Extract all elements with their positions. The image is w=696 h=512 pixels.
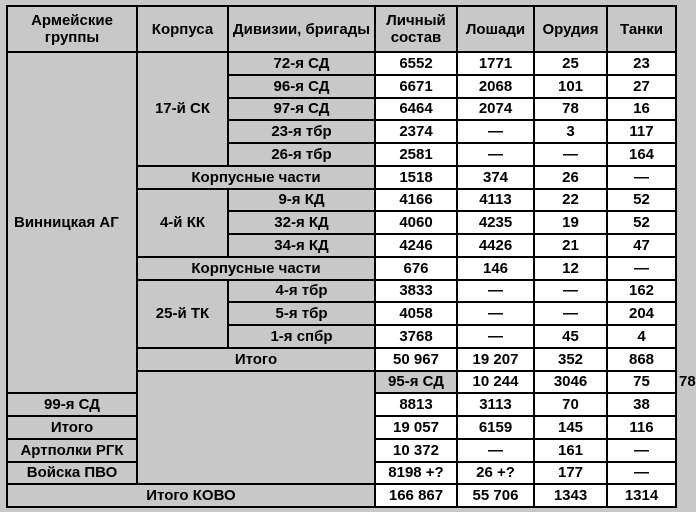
personnel-cell: 4058 [375,302,457,325]
guns-cell: 21 [534,234,607,257]
horses-cell: 55 706 [457,484,534,507]
personnel-cell: 6464 [375,98,457,121]
unit-name: 4-я тбр [228,280,375,303]
tanks-cell: — [607,462,676,485]
horses-cell: — [457,439,534,462]
tanks-cell: — [607,439,676,462]
guns-cell: 177 [534,462,607,485]
tanks-cell: 1314 [607,484,676,507]
guns-cell: 45 [534,325,607,348]
header-guns: Орудия [534,6,607,52]
tanks-cell: 162 [607,280,676,303]
tanks-cell: 52 [607,211,676,234]
horses-cell: 146 [457,257,534,280]
personnel-cell: 4246 [375,234,457,257]
horses-cell: — [457,143,534,166]
tanks-cell: 47 [607,234,676,257]
unit-name: Артполки РГК [7,439,137,462]
tanks-cell: 38 [607,393,676,416]
tanks-cell: 27 [607,75,676,98]
guns-cell: 1343 [534,484,607,507]
guns-cell: — [534,280,607,303]
header-personnel: Личный состав [375,6,457,52]
horses-cell: — [457,280,534,303]
personnel-cell: 10 244 [457,371,534,394]
guns-cell: — [534,302,607,325]
empty-group-cell [137,371,375,485]
unit-name: 1-я спбр [228,325,375,348]
horses-cell: 4426 [457,234,534,257]
guns-cell: 26 [534,166,607,189]
guns-cell: 101 [534,75,607,98]
unit-name: Итого [7,416,137,439]
tanks-cell: 164 [607,143,676,166]
header-tanks: Танки [607,6,676,52]
personnel-cell: 4060 [375,211,457,234]
guns-cell: 22 [534,189,607,212]
horses-cell: 4235 [457,211,534,234]
horses-cell: 26 +? [457,462,534,485]
corps-support-label: Корпусные части [137,257,375,280]
header-horses: Лошади [457,6,534,52]
guns-cell: 78 [534,98,607,121]
guns-cell: 3 [534,120,607,143]
guns-cell: 145 [534,416,607,439]
guns-cell: 19 [534,211,607,234]
tanks-cell: 4 [607,325,676,348]
tanks-cell: 16 [607,98,676,121]
tanks-cell: — [607,166,676,189]
tanks-cell: 23 [607,52,676,75]
horses-cell: 2074 [457,98,534,121]
personnel-cell: 6552 [375,52,457,75]
guns-cell: 352 [534,348,607,371]
header-row [7,6,676,52]
unit-name: Войска ПВО [7,462,137,485]
header-corps: Корпуса [137,6,228,52]
personnel-cell: 3768 [375,325,457,348]
corps-cell: 17-й СК [137,52,228,166]
unit-name: 72-я СД [228,52,375,75]
table-row [7,52,676,75]
corps-support-label: Корпусные части [137,166,375,189]
guns-cell: 75 [607,371,676,394]
personnel-cell: 3833 [375,280,457,303]
personnel-cell: 10 372 [375,439,457,462]
horses-cell: 3113 [457,393,534,416]
horses-cell: 1771 [457,52,534,75]
tanks-cell: 868 [607,348,676,371]
guns-cell: 12 [534,257,607,280]
horses-cell: 2068 [457,75,534,98]
table-row: 95-я СД 10 244 3046 75 78 [7,371,676,394]
horses-cell: 19 207 [457,348,534,371]
ag-total-label: Итого [137,348,375,371]
horses-cell: 374 [457,166,534,189]
guns-cell: 25 [534,52,607,75]
table-row [7,484,676,507]
header-army-groups: Армейские группы [7,6,137,52]
personnel-cell: 2374 [375,120,457,143]
horses-cell: 3046 [534,371,607,394]
corps-cell: 4-й КК [137,189,228,257]
personnel-cell: 4166 [375,189,457,212]
unit-name: 26-я тбр [228,143,375,166]
unit-name: 23-я тбр [228,120,375,143]
guns-cell: 70 [534,393,607,416]
personnel-cell: 166 867 [375,484,457,507]
unit-name: 32-я КД [228,211,375,234]
personnel-cell: 2581 [375,143,457,166]
tanks-cell: 204 [607,302,676,325]
tanks-cell: — [607,257,676,280]
horses-cell: — [457,302,534,325]
tanks-cell: 117 [607,120,676,143]
horses-cell: 4113 [457,189,534,212]
army-group-cell: Винницкая АГ [7,52,137,393]
personnel-cell: 1518 [375,166,457,189]
unit-name: 34-я КД [228,234,375,257]
personnel-cell: 8198 +? [375,462,457,485]
unit-name: 99-я СД [7,393,137,416]
horses-cell: 6159 [457,416,534,439]
grand-total-label: Итого КОВО [7,484,375,507]
personnel-cell: 6671 [375,75,457,98]
guns-cell: — [534,143,607,166]
horses-cell: — [457,325,534,348]
header-divisions: Дивизии, бригады [228,6,375,52]
corps-cell: 25-й ТК [137,280,228,348]
unit-name: 95-я СД [375,371,457,394]
unit-name: 97-я СД [228,98,375,121]
unit-name: 9-я КД [228,189,375,212]
horses-cell: — [457,120,534,143]
personnel-cell: 676 [375,257,457,280]
personnel-cell: 19 057 [375,416,457,439]
tanks-cell: 116 [607,416,676,439]
personnel-cell: 50 967 [375,348,457,371]
personnel-cell: 8813 [375,393,457,416]
kovo-forces-table [6,5,696,508]
unit-name: 96-я СД [228,75,375,98]
tanks-cell: 52 [607,189,676,212]
unit-name: 5-я тбр [228,302,375,325]
guns-cell: 161 [534,439,607,462]
